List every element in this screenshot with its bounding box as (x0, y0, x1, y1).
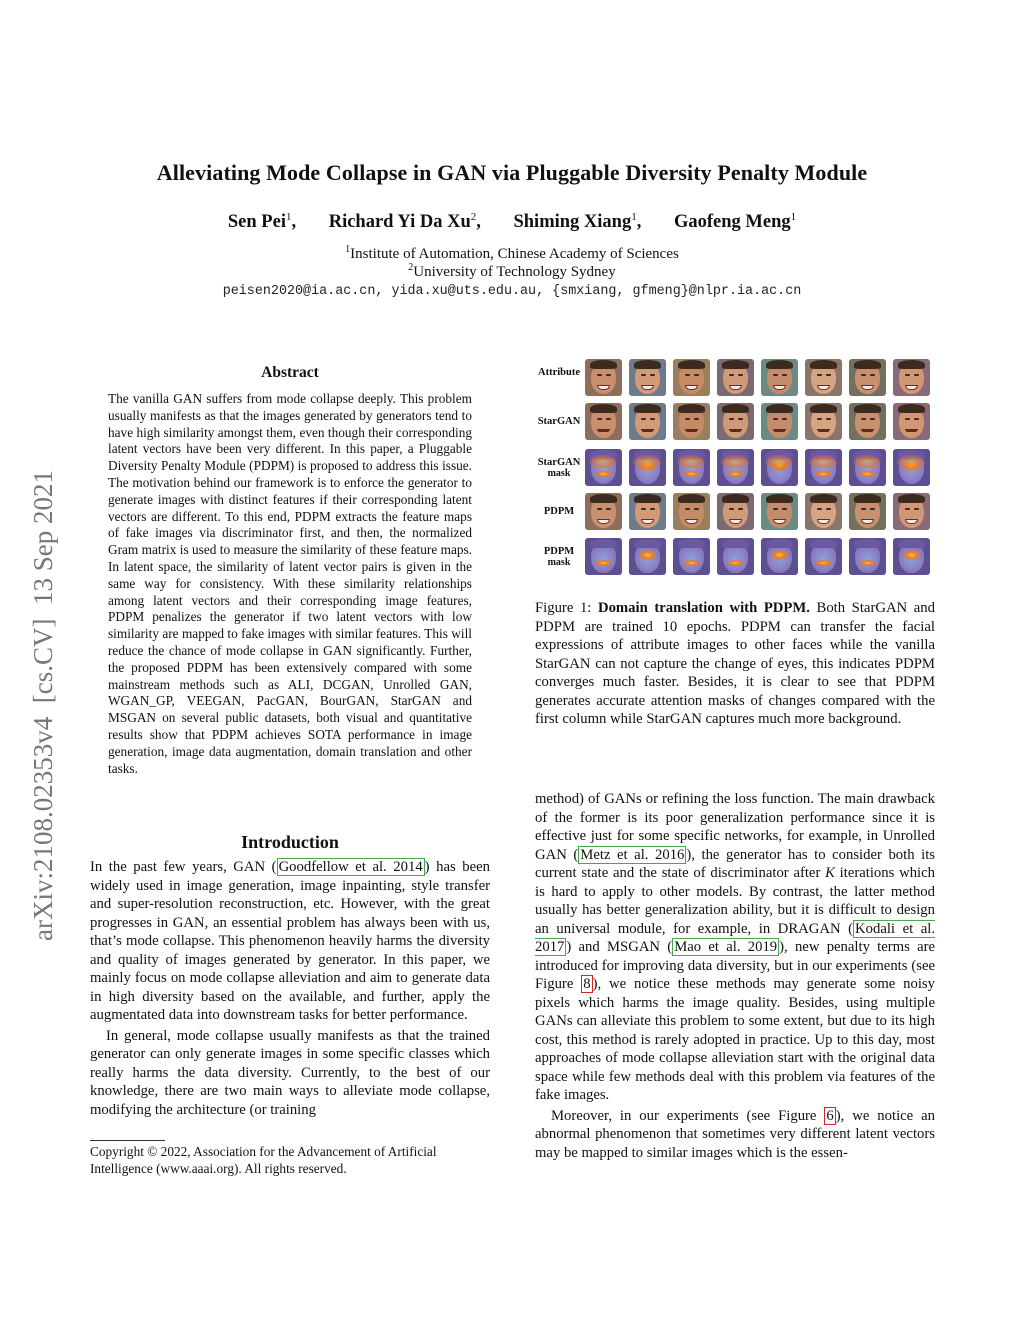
abstract-text: The vanilla GAN suffers from mode collapse deeply. This problem usually manifests as that the images generated by generators tend to have high similarity amongst them, even though their corresponding latent vectors have been very different. In this paper, a Pluggable Diversity Penalty Module (PDPM) is proposed to address this issue. The motivation behind our framework is to enforce the generator to generate images with distinct features if their corresponding latent vectors are different. To this end, PDPM extracts the feature maps of fake images via discriminator first, and then, the normalized Gram matrix is used to measure the similarity of these feature maps. In latent space, the similarity of latent vector pairs is given in the same way for consistency. With these similarity relationships among latent vectors and their corresponding image features, PDPM penalizes the generator if two latent vectors with low similarity are mapped to fake images with similar features. This will reduce the chance of mode collapse in GAN significantly. Further, the proposed PDPM has been extensively compared with some mainstream methods such as ALI, DCGAN, Unrolled GAN, WGAN_GP, VEEGAN, PacGAN, BourGAN, StarGAN and MSGAN on several public datasets, both visual and quantitative results show that PDPM achieves SOTA performance in image generation, image data augmentation, domain translation and other tasks. (108, 391, 472, 776)
figure-row-label: PDPM (543, 506, 575, 517)
paragraph: Moreover, in our experiments (see Figure 6 ), we notice an abnormal phenomenon that sometimes very different latent vectors may be mapped to similar images which is the essen- (535, 1107, 935, 1161)
author: Gaofeng Meng$^1$ (673, 211, 797, 233)
figure-row-label: StarGAN mask (537, 457, 581, 479)
citation-link[interactable]: Metz et al. 2016 (580, 846, 685, 863)
author: Richard Yi Da Xu$^2$, (328, 211, 481, 233)
author: Shiming Xiang$^1$, (513, 211, 642, 233)
figure-face-image (893, 538, 930, 575)
figure-face-image (893, 403, 930, 440)
figure-face-image (629, 359, 666, 396)
figure-face-image (761, 449, 798, 486)
figure-face-image (629, 538, 666, 575)
figure-face-image (717, 493, 754, 530)
affiliation: $^2$University of Technology Sydney (408, 262, 616, 280)
paragraph: method) of GANs or refining the loss function. The main drawback of the former is its poor generalization performance since it is effective just for some specific networks, for example, in Unrolled GAN ( Metz et al. 2016 ), the generator has to consider both its current state and the state of discriminator after K iterations which is hard to apply to other models. By contrast, the latter method usually has better generalization ability, but it is difficult to design an universal module, for example, in DRAGAN ( Kodali et al. 2017 ) and MSGAN ( Mao et al. 2019 ), new penalty terms are introduced for improving data diversity, but in our experiments (see Figure 8 ), we notice these methods may generate some noisy pixels which harms the image quality. Besides, using multiple GANs can alleviate this problem to some extent, but due to its high cost, this method is rarely adopted in practice. Up to this day, most approaches of mode collapse alleviation start with the original data space while few methods deal with this problem via features of the fake images. (535, 791, 935, 1103)
citation-link[interactable]: Kodali et al. 2017 (535, 920, 935, 955)
arxiv-identifier (20, 356, 60, 946)
citation-link[interactable]: Goodfellow et al. 2014 (278, 859, 423, 875)
paragraph: In the past few years, GAN ( Goodfellow et al. 2014 ) has been widely used in image generation, image inpainting, style transfer and super-resolution reconstruction, etc. However, with the great progresses in GAN, an essential problem has always been with us, that’s mode collapse. This phenomenon heavily harms the diversity and quality of images generated by generator. In this paper, we mainly focus on mode collapse alleviation and aim to generate data in high diversity based on the available, and further, apply the augmentated data into downstream tasks for better performance. (90, 859, 490, 1023)
figure-face-image (849, 359, 886, 396)
figure-face-image (849, 538, 886, 575)
figure-face-image (673, 538, 710, 575)
figure-face-image (849, 449, 886, 486)
paragraph: In general, mode collapse usually manifests as that the trained generator can only generate images in some specific classes which really harms the data diversity. Currently, to the best of our knowledge, there are two main ways to alleviate mode collapse, modifying the architecture (or training (90, 1027, 490, 1118)
figure-row-label: PDPM mask (543, 546, 575, 568)
figure-face-image (805, 359, 842, 396)
right-column-body (535, 790, 935, 1162)
figure-face-image (717, 359, 754, 396)
figure-face-image (805, 449, 842, 486)
introduction-heading: Introduction (241, 832, 339, 852)
figure-face-image (761, 493, 798, 530)
figure-face-image (629, 493, 666, 530)
figure-1 (535, 356, 935, 576)
figure-face-image (673, 449, 710, 486)
figure-face-image (805, 538, 842, 575)
figure-face-image (585, 493, 622, 530)
paper-title: Alleviating Mode Collapse in GAN via Pluggable Diversity Penalty Module (156, 160, 868, 185)
copyright-notice: Copyright © 2022, Association for the Advancement of Artificial Intelligence (www.aaai.org). All rights reserved. (90, 1144, 437, 1176)
figure-face-image (893, 493, 930, 530)
figure-1-caption: Figure 1: Domain translation with PDPM. Both StarGAN and PDPM are trained 10 epochs. PDPM can transfer the facial expressions of attribute images to other faces while the vanilla StarGAN can not capture the change of eyes, this indicates PDPM converges much faster. Besides, it is clear to see that PDPM generates accurate attention masks of changes compared with the first column while StarGAN captures much more background. (535, 600, 935, 727)
figure-face-image (761, 538, 798, 575)
figure-face-image (717, 538, 754, 575)
arxiv-identifier-text: arXiv:2108.02353v4 [cs.CV] 13 Sep 2021 (28, 470, 58, 941)
author-emails: peisen2020@ia.ac.cn, yida.xu@uts.edu.au, {smxiang, gfmeng}@nlpr.ia.ac.cn (222, 284, 802, 299)
figure-face-image (585, 359, 622, 396)
figure-face-image (805, 403, 842, 440)
figure-row-label: StarGAN (537, 416, 581, 427)
figure-face-image (849, 403, 886, 440)
figure-reference-link[interactable]: 6 (826, 1107, 834, 1124)
figure-face-image (673, 359, 710, 396)
abstract-heading: Abstract (261, 364, 319, 381)
affiliation: $^1$Institute of Automation, Chinese Academy of Sciences (345, 244, 679, 262)
footnote-rule (90, 1140, 165, 1141)
figure-face-image (629, 403, 666, 440)
figure-face-image (717, 449, 754, 486)
figure-face-image (893, 359, 930, 396)
figure-row-label: Attribute (538, 367, 580, 378)
figure-face-image (673, 493, 710, 530)
figure-face-image (585, 449, 622, 486)
figure-face-image (805, 493, 842, 530)
figure-face-image (717, 403, 754, 440)
figure-face-image (673, 403, 710, 440)
figure-face-image (585, 403, 622, 440)
figure-face-image (893, 449, 930, 486)
figure-face-image (761, 403, 798, 440)
figure-face-image (761, 359, 798, 396)
figure-face-image (585, 538, 622, 575)
citation-link[interactable]: Mao et al. 2019 (674, 939, 778, 955)
author-list (0, 211, 1024, 233)
figure-face-image (629, 449, 666, 486)
figure-face-image (849, 493, 886, 530)
author: Sen Pei$^1$, (227, 211, 297, 233)
figure-reference-link[interactable]: 8 (583, 976, 591, 992)
introduction-body (90, 858, 490, 1119)
